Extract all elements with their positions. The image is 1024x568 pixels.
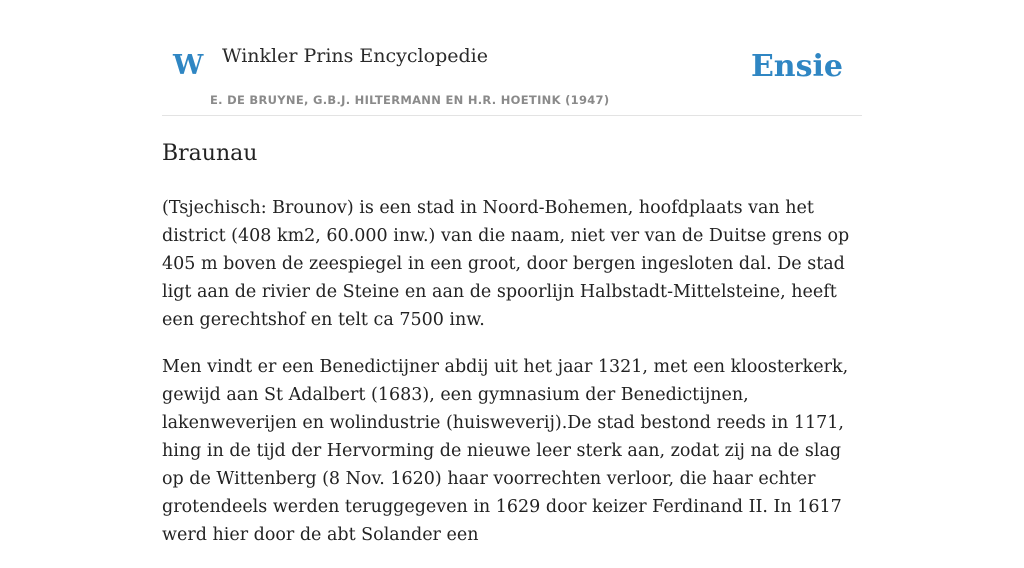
article — [162, 138, 862, 568]
ensie-brand-link[interactable]: Ensie — [750, 49, 843, 84]
site-title: Winkler Prins Encyclopedie — [222, 45, 488, 67]
article-paragraph-1: (Tsjechisch: Brounov) is een stad in Noord-Bohemen, hoofdplaats van het district (408 km2, 60.000 inw.) van die naam, niet ver van de Duitse grens op 405 m boven de zeespiegel in een groot, door bergen ingesloten dal. De stad ligt aan de rivier de Steine en aan de spoorlijn Halbstadt-Mittelsteine, heeft een gerechtshof en telt ca 7500 inw. — [162, 198, 850, 330]
article-paragraph-2: Men vindt er een Benedictijner abdij uit het jaar 1321, met een kloosterkerk, gewijd aan St Adalbert (1683), een gymnasium der Benedictijnen, lakenweverijen en wolindustrie (huisweverij).De stad bestond reeds in 1171, hing in de tijd der Hervorming de nieuwe leer sterk aan, zodat zij na de slag op de Wittenberg (8 Nov. 1620) haar voorrechten verloor, die haar echter grotendeels werden teruggegeven in 1629 door keizer Ferdinand II. In 1617 werd hier door de abt Solander een — [162, 357, 849, 545]
authors-line: E. DE BRUYNE, G.B.J. HILTERMANN EN H.R. HOETINK (1947) — [210, 93, 610, 107]
header — [162, 0, 862, 116]
logo-w-icon[interactable]: W — [173, 50, 204, 81]
article-title: Braunau — [162, 141, 258, 166]
